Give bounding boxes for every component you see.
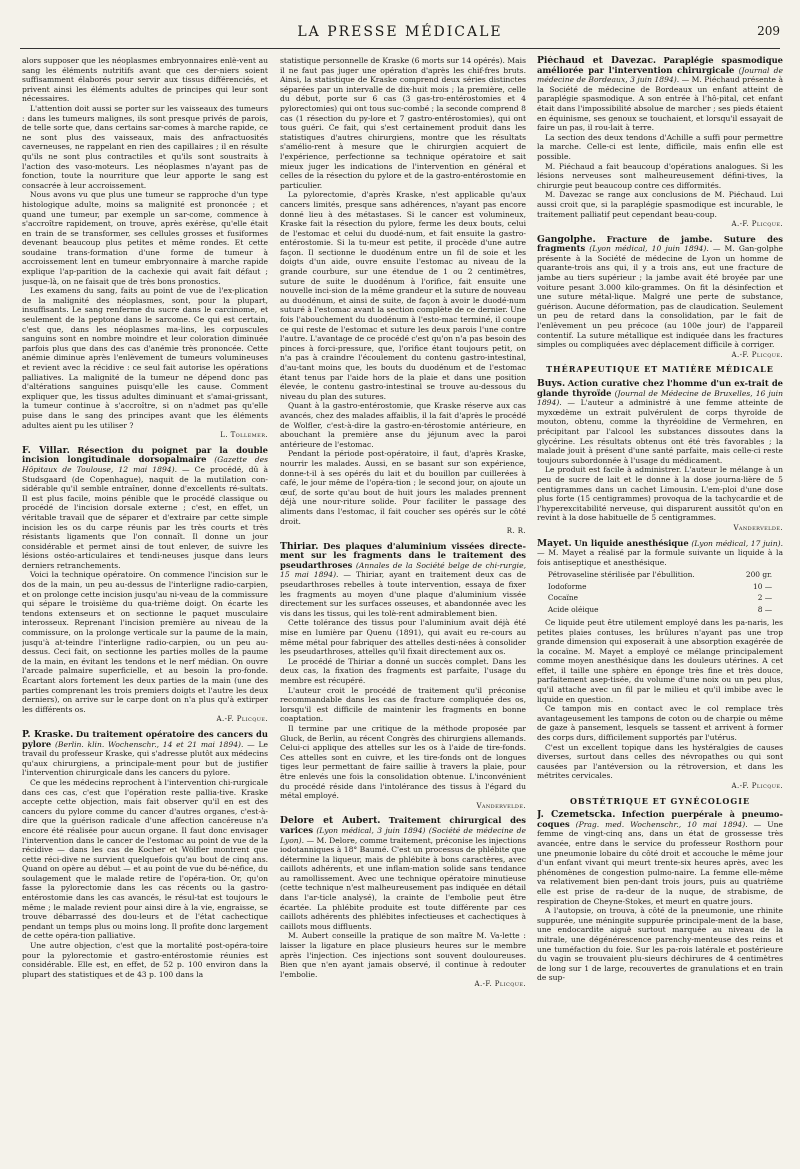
article-author: Delore et Aubert. [280, 815, 381, 827]
ingredient: Iodoforme [547, 581, 587, 591]
section-heading-therapeutique: THÉRAPEUTIQUE ET MATIÈRE MÉDICALE [546, 364, 774, 375]
paragraph: — Thiriar, ayant en traitement deux cas de pseudarthroses rebelles à toute intervention, essaya de fixer les fragments au moyen d'une plaque d'aluminium vissée directement sur les surfaces osseuses, et abandonnée avec les vis dans les tissus, qui les tolè-rent admirablement bien. [280, 570, 526, 618]
article-author: F. Villar. [22, 444, 70, 456]
paragraph: Voici la technique opératoire. On commence l'incision sur le dos de la main, un peu au-dessus de l'interligne radio-carpien, et on prolonge cette incision jusqu'au ni-veau de la commissure qui sépare le troisième du qua-trième doigt. On écarte les tendons extenseurs et on sectionne le paquet musculaire interosseux. Reprenant l'incision première au niveau de la commissure, on la prolonge verticale sur la paume de la main, jusqu'à at-teindre l'interligne radio-carpien, ou un peu au-dessus. Ceci fait, on sectionne les parties molles de la paume de la main, en évitant les tendons et le nerf médian. On ouvre l'arcade palmaire superficielle, et au besoin la pro-fonde. Écartant alors fortement les deux parties de la main (une des parties comprenant les trois premiers doigts et l'autre les deux derniers), on arrive sur le carpe dont on n'a plus qu'à extirper les différents os. [22, 570, 268, 714]
paragraph: Ce que les médecins reprochent à l'intervention chi-rurgicale dans ces cas, c'est que l'opération reste pallia-tive. Kraske accepte cette objection, mais fait observer qu'il en est des cancers du pylore comme du cancer d'autres organes, c'est-à-dire que la guérison radicale d'une affection cancéreuse n'a encore été réalisée pour aucun organe. Il faut donc envisager l'intervention dans le cancer de l'estomac au point de vue de la récidive — dans les cas de Kocher et Wölfler montrent que cette réci-dive ne survient quelquefois qu'au bout de cinq ans. Quand on opère au début — et au point de vue du bé-néfice, du soulagement que le malade retire de l'opéra-tion. Or, qu'on fasse la pylorectomie dans les cas récents ou la gastro-entérostomie dans les cas avancés, le résul-tat est toujours le même ; le malade revient pour ainsi dire à la vie, engraisse, se trouve débarrassé des dou-leurs et de l'état cachectique pendant un temps plus ou moins long. Il profite donc largement de cette opéra-tion palliative. [22, 777, 268, 941]
ingredient: Cocaïne [547, 593, 578, 603]
signature: A.-F. Plicque. [731, 220, 783, 229]
article-delore-aubert [280, 816, 526, 990]
paragraph: L'auteur croit le procédé de traitement qu'il préconise recommandable dans les cas de fracture compliquée des os, lorsqu'il est difficile de maintenir les fragments en bonne coaptation. [280, 685, 526, 724]
article-title: Infection puerpérale à pneumo-coques [537, 809, 783, 829]
article-thiriar [280, 542, 526, 812]
signature: L. Tollemer. [220, 431, 268, 440]
paragraph: Cette tolérance des tissus pour l'aluminium avait déjà été mise en lumière par Quenu (1891), qui avait eu re-cours au même métal pour fabriquer des attelles desti-nées à consolider les pseudarthroses, attelles qu'il fixait directement aux os. [280, 618, 526, 657]
recipe-row [547, 581, 773, 592]
article-citation: (Gazette des Hôpitaux de Toulouse, 12 mai 1894). [22, 455, 268, 474]
signature: Vandervelde. [733, 523, 783, 532]
page-number: 209 [757, 24, 780, 38]
article-mayet [537, 539, 783, 792]
signature: A.-F. Plicque. [731, 350, 783, 359]
paragraph: Il termine par une critique de la méthode proposée par Gluck, de Berlin, au récent Congrès des chirurgiens allemands. Celui-ci applique des attelles sur les os à l'aide de tire-fonds. Ces attelles sont en cuivre, et les tire-fonds ont de longues tiges leur permettant de faire saillie à travers la plaie, pour être enlevés une fois la consolidation obtenue. L'inconvénient du procédé réside dans l'intolérance des tissus à l'égard du métal employé. [280, 723, 526, 801]
article-heading [280, 542, 526, 619]
paragraph: — Ce procédé, dû à Studsgaard (de Copenhague), naquit de la mutilation con-sidérable qu'il semble entraîner, donne d'excellents ré-sultats. Il est plus facile, moins pénible que le procédé classique ou procédé de l'incision dorsale externe ; c'est, en effet, un véritable travail que de séparer et d'extraire par cette simple incision les os du carpe réunis par les très courts et très résistants ligaments que l'on connaît. Il donne un jour considérable et permet ainsi de tout enlever, de suivre les lésions ostéo-articulaires et tendi-neuses jusque dans leurs derniers retranchements. [22, 464, 268, 570]
article-heading [537, 56, 783, 133]
article-author: P. Kraske. [22, 728, 74, 740]
recipe-row [547, 569, 773, 580]
section-heading-obstetrique: OBSTÉTRIQUE ET GYNÉCOLOGIE [569, 795, 751, 806]
paragraph: — M. Piéchaud présente à la Société de médecine de Bordeaux un enfant atteint de paraplégie spasmodique. A son entrée à l'hô-pital, cet enfant était dans l'impossibilité absolue de marcher ; ses pieds étaient en équinisme, ses genoux se touchaient, et lorsqu'il essayait de faire un pas, il rou-lait à terre. [537, 75, 783, 133]
article-title: Fracture de jambe. Suture des fragments [537, 233, 783, 254]
article-citation: (Prag. med. Wochenschr., 10 mai 1894). [575, 819, 748, 829]
article-author: Piéchaud et Davezac. [537, 56, 657, 66]
recipe-row [547, 592, 773, 603]
signature: A.-F. Plicque. [474, 980, 526, 989]
recipe-table [547, 569, 773, 615]
quantity: 2 — [757, 593, 773, 603]
column-1 [22, 56, 268, 1161]
paragraph: Pendant la période post-opératoire, il faut, d'après Kraske, nourrir les malades. Aussi, en se basant sur son expérience, donne-t-il à ses opérés du lait et du bouillon par cuillerées à café, le jour même de l'opéra-tion ; le second jour, on ajoute un œuf, de sorte qu'au bout de huit jours les malades prennent déjà une nour-riture solide. Pour faciliter le passage des aliments dans l'estomac, il fait coucher ses opérés sur le côté droit. [280, 449, 526, 526]
article-buys [537, 379, 783, 534]
quantity: 8 — [757, 604, 773, 614]
article-heading [537, 539, 783, 568]
article-heading [280, 816, 526, 931]
article-piechaud [537, 56, 783, 230]
header-rule [20, 48, 780, 49]
column-2 [280, 56, 526, 1161]
paragraph: — Le travail du professeur Kraske, qui s'adresse plutôt aux médecins qu'aux chirurgiens, a principale-ment pour but de justifier l'intervention chirurgicale dans les cancers du pylore. [22, 739, 268, 778]
article-villar [22, 446, 268, 725]
journal-title: LA PRESSE MÉDICALE [297, 24, 503, 40]
paragraph: C'est un excellent topique dans les hystéralgies de causes diverses, surtout dans celles des névropathes ou qui sont causées par l'antéversion ou la rétroversion, et dans les métrites cervicales. [537, 742, 783, 781]
article-heading [537, 235, 783, 350]
paragraph: La section des deux tendons d'Achille a suffi pour permettre la marche. Celle-ci est lente, difficile, mais enfin elle est possible. [537, 132, 783, 161]
article-gangolphe [537, 235, 783, 361]
paragraph: Le produit est facile à administrer. L'auteur le mélange à un peu de sucre de lait et le donne à la dose journa-lière de 5 centigrammes dans un cachet Limousin. L'em-ploi d'une dose plus forte (15 centigrammes) provoqua de la tachycardie et de l'hyperexcitabilité nerveuse, qui disparurent aussitôt qu'on en revint à la dose habituelle de 5 centigrammes. [537, 465, 783, 523]
paragraph: M. Aubert conseille la pratique de son maître M. Va-lette : laisser la ligature en place plusieurs heures sur le membre après l'injection. Ces injections sont souvent douloureuses. Bien que n'en ayant jamais observé, il continue à redouter l'embolie. [280, 931, 526, 979]
signature: Vandervelde. [476, 801, 526, 810]
paragraph: Nous avons vu que plus une tumeur se rapproche d'un type histologique adulte, moins sa malignité est prononcée ; et quand une tumeur, par exemple un sar-come, commence à s'accroître rapidement, on trouve, après exérèse, qu'elle était en train de se transformer, ses cellules grosses et fusiformes devenant beaucoup plus petites et même rondes. Et cette soudaine trans-formation d'une forme de tumeur à accroissement lent en tumeur embryonnaire à marche rapide explique l'ap-parition de la cachexie qui avait fait défaut ; jusque-là, on ne faisait que de très bons pronostics. [22, 190, 268, 286]
article-citation: (Lyon médical, 10 juin 1894). [589, 244, 709, 254]
article-heading [537, 810, 783, 906]
article-heading [22, 730, 268, 778]
paragraph: Ce liquide peut être utilement employé dans les pa-naris, les petites plaies contuses, les brûlures n'ayant pas une trop grande dimension qui exposerait à une absorption exagérée de la cocaïne. M. Mayet a employé ce mélange principalement comme moyen anesthésique dans les douleurs utérines. A cet effet, il taille une sphère en éponge très fine et très douce, parfaitement asep-tisée, du volume d'une noix ou un peu plus, qu'il attache avec un fil par le milieu et qu'il imbibe avec le liquide en question. [537, 617, 783, 704]
recipe-row [547, 604, 773, 615]
paragraph: — Une femme de vingt-cinq ans, dans un état de grossesse très avancée, entre dans le service du professeur Rosthorn pour une pneumonie lobaire du côté droit et accouche le même jour d'un enfant vivant qui meurt trente-six heures après, avec les phénomènes de congestion pulmo-naire. La femme elle-même va relativement bien pen-dant trois jours, puis au quatrième elle est prise de ra-deur de la nuque, de strabisme, de respiration de Cheyne-Stokes, et meurt en quatre jours. [537, 819, 783, 906]
article-citation: (Berlin. klin. Wochenschr., 14 et 21 mai 1894). [54, 739, 244, 749]
paragraph: — M. Delore, comme traitement, préconise les injections iodotanniques à 18° Baumé. C'est un processus de phlébite que détermine la liqueur, mais de phlébite à bons caractères, avec caillots adhérents, et une inflam-mation solide sans tendance au ramollissement. Avec une technique opératoire minutieuse (cette technique n'est malheureusement pas indiquée en détail dans l'ar-ticle analysé), la crainte de l'embolie peut être écartée. La phlébite produite est toute différente par ces caillots adhérents des phlébites infectieuses et cachectiques à caillots mous diffluents. [280, 835, 526, 931]
article-title: Paraplégie spasmodique améliorée par l'intervention chirurgicale [537, 56, 783, 75]
paragraph: Une autre objection, c'est que la mortalité post-opéra-toire pour la pylorectomie et gastro-entérostomie réunies est considérable. Elle est, en effet, de 52 p. 100 environ dans la plupart des statistiques et de 43 p. 100 dans la [22, 941, 268, 979]
article-citation: (Journal de médecine de Bordeaux, 3 juin 1894). [537, 65, 783, 85]
article-author: Buys. [537, 378, 566, 389]
ingredient: Pétrovaseline stérilisée par l'ébullition. [547, 570, 695, 580]
article-title: Action curative chez l'homme d'un ex-trait de glande thyroïde [537, 378, 783, 398]
article-title: Du traitement opératoire des cancers du pylore [22, 728, 268, 749]
quantity: 10 — [753, 581, 773, 591]
article-citation: (Lyon médical, 17 juin). [691, 538, 783, 548]
article-kraske [22, 730, 268, 979]
page-header [20, 24, 780, 44]
paragraph: — L'auteur a administré à une femme atteinte de myxœdème un extrait pulvérulent de corps thyroïde de mouton, obtenu, comme la thyréoïdine de Vermehren, en précipitant par l'alcool les substances dissoutes dans la glycérine. Les résultats obtenus ont été très favorables ; la malade jouit à présent d'une santé parfaite, mais celle-ci reste toujours subordonnée à l'usage du médicament. [537, 398, 783, 465]
paragraph: Les examens du sang, faits au point de vue de l'ex-plication de la malignité des néoplasmes, sont, pour la plupart, insuffisants. Le sang renferme du sucre dans le carcinome, et seulement de la peptone dans le sarcome. Ce qui est certain, c'est que, dans les néoplasmes ma-lins, les corpuscules sanguins sont en nombre moindre et leur coloration diminuée parfois plus que dans des cas d'anémie très prononcée. Cette anémie diminue après l'enlèvement de tumeurs volumineuses et revient avec la récidive : ce seul fait autorise les opérations palliatives. La malignité de la tumeur ne dépend donc pas d'altérations sanguines puisqu'elle les cause. Comment expliquer que, les tissus adultes diminuant et s'amai-grissant, la tumeur continue à s'accroître, si on n'admet pas qu'elle puise dans le sang des principes avant que les éléments adultes aient pu les utiliser ? [22, 286, 268, 430]
paragraph: M. Davezac se range aux conclusions de M. Piéchaud. Lui aussi croit que, si la paraplégie spasmodique est incurable, le traitement palliatif peut cependant beau-coup. [537, 190, 783, 219]
quantity: 200 gr. [745, 570, 773, 580]
article-citation: (Annales de la Société belge de chi-rurgie, 15 mai 1894). [280, 560, 526, 580]
article-czemetscka [537, 810, 783, 983]
paragraph: Le procédé de Thiriar a donné un succès complet. Dans les deux cas, la fixation des fragments est parfaite, l'usage du membre est récupéré. [280, 656, 526, 685]
paragraph: A l'autopsie, on trouva, à côté de la pneumonie, une rhinite suppurée, une méningite suppurée principale-ment de la base, une endocardite aiguë surtout marquée au niveau de la mitrale, une dégénérescence parenchy-menteuse des reins et une tuméfaction du foie. Sur les pa-rois latérale et postérieure du vagin se trouvaient plu-sieurs déchirures de 4 centimètres de long sur 1 de large, recouvertes de granulations et en train de sup- [537, 906, 783, 983]
signature: A.-F. Plicque. [731, 782, 783, 790]
paragraph: alors supposer que les néoplasmes embryonnaires enlè-vent au sang les éléments nutritifs avant que ces der-niers soient suffisamment élaborés pour servir aux tissus différenciés, et privent ainsi les éléments adultes de principes qui leur sont nécessaires. [22, 56, 268, 104]
article-author: J. Czemetscka. [537, 809, 616, 821]
paragraph: La pylorectomie, d'après Kraske, n'est applicable qu'aux cancers limités, presque sans adhérences, n'ayant pas encore donné lieu à des métastases. Si le cancer est volumineux, Kraske fait la résection du pylore, ferme les deux bouts, celui de l'estomac et celui du duodé-num, et fait ensuite la gastro-entérostomie. Si la tu-meur est petite, il procède d'une autre façon. Il sectionne le duodénum entre un fil de soie et les doigts d'un aide, ouvre ensuite l'estomac au niveau de la grande courbure, sur une étendue de 1 ou 2 centimètres, suture de suite le duodénum à l'orifice, fait ensuite une nouvelle inci-sion de la même grandeur et la suture de nouveau au duodénum, et ainsi de suite, de façon à avoir le duodé-num suturé à l'estomac avant la section complète de ce dernier. Une fois l'abouchement du duodénum à l'esto-mac terminé, il coupe ce qui reste de l'estomac et suture les deux parois l'une contre l'autre. L'avantage de ce procédé c'est qu'on n'a pas besoin des pinces à forci-pressure, que, l'orifice étant toujours petit, on n'a pas à craindre l'écoulement du contenu gastro-intestinal, d'au-tant moins que, les bouts du duodénum et de l'estomac étant tenus par l'aide hors de la plaie et dans une position élevée, le contenu gastro-intestinal se trouve au-dessous du niveau du plan des sutures. [280, 190, 526, 401]
paragraph: L'attention doit aussi se porter sur les vaisseaux des tumeurs : dans les tumeurs malignes, ils sont presque privés de parois, de telle sorte que, dans certains sar-comes à marche rapide, ce ne sont plus des vaisseaux, mais des anfractuosités caverneuses, ne rappelant en rien des capillaires ; il en résulte qu'ils ne sont plus contractiles et qu'ils sont soustraits à l'action des vaso-moteurs. Les néoplasmes n'ayant pas de fonction, toute la nourriture que leur apporte le sang est consacrée à leur accroissement. [22, 103, 268, 190]
paragraph: M. Piéchaud a fait beaucoup d'opérations analogues. Si les lésions nerveuses sont malheureusement défini-tives, la chirurgie peut beaucoup contre ces difformités. [537, 161, 783, 190]
article-citation: (Lyon médical, 3 juin 1894) (Société de médecine de Lyon). [280, 825, 526, 845]
ingredient: Acide oléique [547, 604, 599, 614]
article-title: Traitement chirurgical des varices [280, 815, 526, 835]
article-author: Gangolphe. [537, 233, 596, 245]
article-heading [22, 446, 268, 571]
article-heading [537, 379, 783, 465]
article-author: Thiriar. [280, 540, 319, 552]
paragraph: Quant à la gastro-entérostomie, que Kraske réserve aux cas avancés, chez des malades affaiblis, il la fait d'après le procédé de Wolfler, c'est-à-dire la gastro-en-térostomie antérieure, en abouchant la première anse du jéjunum avec la paroi antérieure de l'estomac. [280, 401, 526, 449]
column-3 [537, 56, 783, 1161]
article-citation: (Journal de Médecine de Bruxelles, 16 juin 1894). [537, 388, 783, 408]
article-author: Mayet. [537, 537, 572, 549]
signature: R. R. [506, 527, 526, 536]
paragraph: statistique personnelle de Kraske (6 morts sur 14 opérés). Mais il ne faut pas juger une opération d'après les chif-fres bruts. Ainsi, la statistique de Kraske comprend deux séries distinctes séparées par un intervalle de dix-huit mois ; la première, celle du début, porte sur 6 cas (3 gas-tro-entérostomies et 4 pylorectomies) qui ont tous suc-combé ; la seconde comprend 8 cas (1 résection du py-lore et 7 gastro-entérostomies), qui ont tous guéri. Ce fait, qui s'est certainement produit dans les statistiques d'autres chirurgiens, montre que les résultats s'amélio-rent à mesure que le chirurgien acquiert de l'expérience, perfectionne sa technique opératoire et sait mieux juger les indications de l'intervention en général et celles de la résection du pylore et de la gastro-entérostomie en particulier. [280, 56, 526, 190]
article-title: Un liquide anesthésique [574, 537, 689, 548]
article-title: Résection du poignet par la double incision longitudinale dorsopalmaire [22, 444, 268, 465]
paragraph: — M. Mayet a réalisé par la formule suivante un liquide à la fois antiseptique et anesthésique. [537, 548, 783, 567]
article-title: Des plaques d'aluminium vissées directe-ment sur les fragments dans le traitement des pseudarthroses [280, 540, 526, 570]
paragraph: — M. Gan-golphe présente à la Société de médecine de Lyon un homme de quarante-trois ans qui, il y a trois ans, eut une fracture de jambe au tiers supérieur ; la jambe avait été broyée par une voiture pesant 3.000 kilo-grammes. On fit la désinfection et une suture métal-lique. Malgré une perte de substance, guérison. Aucune déformation, pas de claudication. Seulement un peu de retard dans la consolidation, par le fait de l'enlèvement un peu précoce (au 100e jour) de l'appareil contentif. La suture métallique est indiquée dans les fractures simples ou compliquées avec déplacement difficile à corriger. [537, 244, 783, 350]
signature: A.-F. Plicque. [216, 715, 268, 724]
paragraph: Ce tampon mis en contact avec le col remplace très avantageusement les tampons de coton ou de charpie ou même de gaze à pansement, lesquels se tassent et arrivent à former des corps durs, difficilement supportés par l'utérus. [537, 704, 783, 743]
